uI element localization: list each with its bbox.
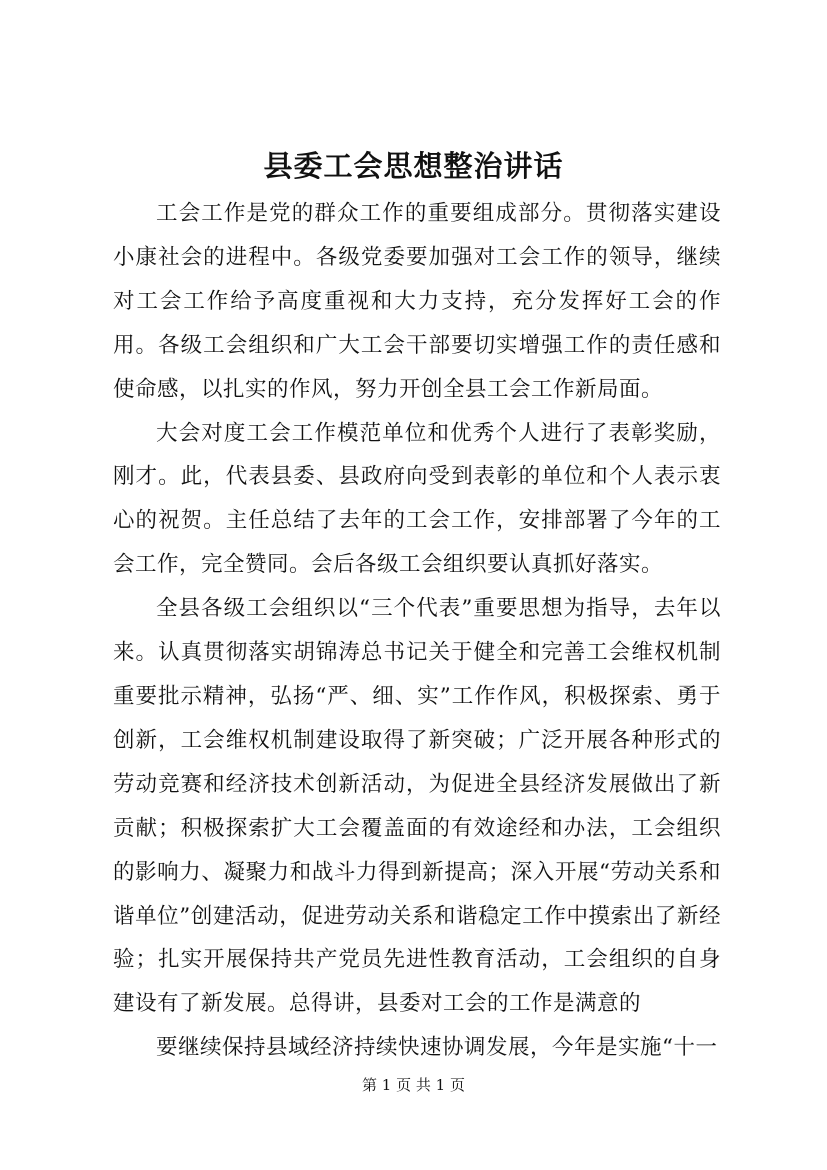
paragraph-1: 工会工作是党的群众工作的重要组成部分。贯彻落实建设小康社会的进程中。各级党委要加强对工会工作的领导，继续对工会工作给予高度重视和大力支持，充分发挥好工会的作用。各级工会组织和广大工会干部要切实增强工作的责任感和使命感，以扎实的作风，努力开创全县工会工作新局面。	[113, 201, 721, 402]
paragraph-2: 大会对度工会工作模范单位和优秀个人进行了表彰奖励，刚才。此，代表县委、县政府向受到表彰的单位和个人表示衷心的祝贺。主任总结了去年的工会工作，安排部署了今年的工会工作，完全赞同。会后各级工会组织要认真抓好落实。	[113, 420, 721, 578]
page-number-footer: 第 1 页 共 1 页	[362, 1076, 465, 1094]
document-body	[113, 192, 721, 1070]
paragraph-4: 要继续保持县域经济持续快速协调发展，今年是实施“十一	[156, 1035, 718, 1061]
paragraph-3: 全县各级工会组织以“三个代表”重要思想为指导，去年以来。认真贯彻落实胡锦涛总书记关于健全和完善工会维权机制重要批示精神，弘扬“严、细、实”工作作风，积极探索、勇于创新，工会维权机制建设取得了新突破；广泛开展各种形式的劳动竞赛和经济技术创新活动，为促进全县经济发展做出了新贡献；积极探索扩大工会覆盖面的有效途经和办法，工会组织的影响力、凝聚力和战斗力得到新提高；深入开展“劳动关系和谐单位”创建活动，促进劳动关系和谐稳定工作中摸索出了新经验；扎实开展保持共产党员先进性教育活动，工会组织的自身建设有了新发展。总得讲，县委对工会的工作是满意的	[113, 596, 721, 1017]
document-title: 县委工会思想整治讲话	[263, 149, 564, 183]
